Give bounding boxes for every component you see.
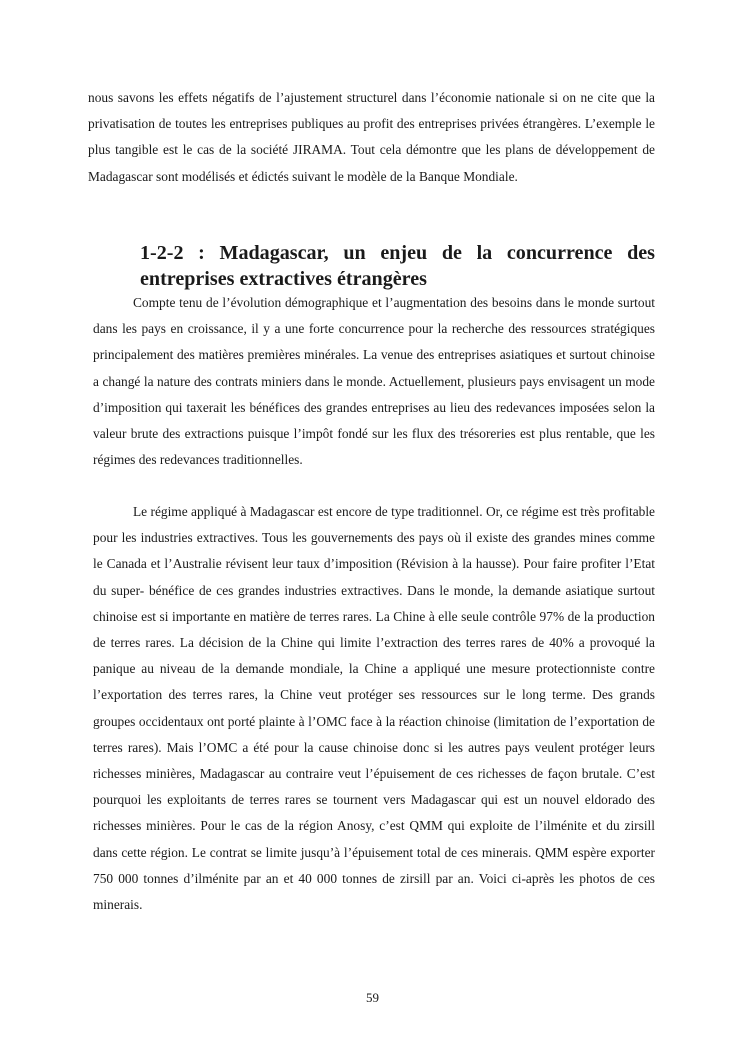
page-number: 59 xyxy=(366,990,379,1005)
section-heading: 1-2-2 : Madagascar, un enjeu de la concurrence des entreprises extractives étrangères xyxy=(140,242,655,290)
paragraph-regime: Le régime appliqué à Madagascar est encore de type traditionnel. Or, ce régime est très profitable pour les industries extractives. Tous les gouvernements des pays où il existe des grandes mines comme le Canada et l’Australie révisent leur taux d’imposition (Révision à la hausse). Pour faire profiter l’Etat du super- bénéfice de ces grandes industries extractives. Dans le monde, la demande asiatique surtout chinoise est si importante en matière de terres rares. La Chine à elle seule contrôle 97% de la production de terres rares. La décision de la Chine qui limite l’extraction des terres rares de 40% a provoqué la panique au niveau de la demande mondiale, la Chine a appliqué une mesure protectionniste contre l’exportation des terres rares, la Chine veut protéger ses ressources sur le long terme. Des grands groupes occidentaux ont porté plainte à l’OMC face à la réaction chinoise (limitation de l’exportation de terres rares). Mais l’OMC a été pour la cause chinoise donc si les autres pays veulent protéger leurs richesses minières, Madagascar au contraire veut l’épuisement de ces richesses de façon brutale. C’est pourquoi les exploitants de terres rares se tournent vers Madagascar qui est un nouvel eldorado des richesses minières. Pour le cas de la région Anosy, c’est QMM qui exploite de l’ilménite et du zirsill dans cette région. Le contrat se limite jusqu’à l’épuisement total de ces minerais. QMM espère exporter 750 000 tonnes d’ilménite par an et 40 000 tonnes de zirsill par an. Voici ci-après les photos de ces minerais. xyxy=(93,504,655,913)
paragraph-competition: Compte tenu de l’évolution démographique et l’augmentation des besoins dans le monde surtout dans les pays en croissance, il y a une forte concurrence pour la recherche des ressources stratégiques principalement des matières premières minérales. La venue des entreprises asiatiques et surtout chinoise a changé la nature des contrats miniers dans le monde. Actuellement, plusieurs pays envisagent un mode d’imposition qui taxerait les bénéfices des grandes entreprises au lieu des redevances imposées selon la valeur brute des extractions puisque l’impôt fondé sur les flux des trésoreries est plus rentable, que les régimes des redevances traditionnelles. xyxy=(93,295,655,468)
paragraph-intro: nous savons les effets négatifs de l’ajustement structurel dans l’économie nationale si on ne cite que la privatisation de toutes les entreprises publiques au profit des entreprises privées étrangères. L’exemple le plus tangible est le cas de la société JIRAMA. Tout cela démontre que les plans de développement de Madagascar sont modélisés et édictés suivant le modèle de la Banque Mondiale. xyxy=(88,90,655,184)
